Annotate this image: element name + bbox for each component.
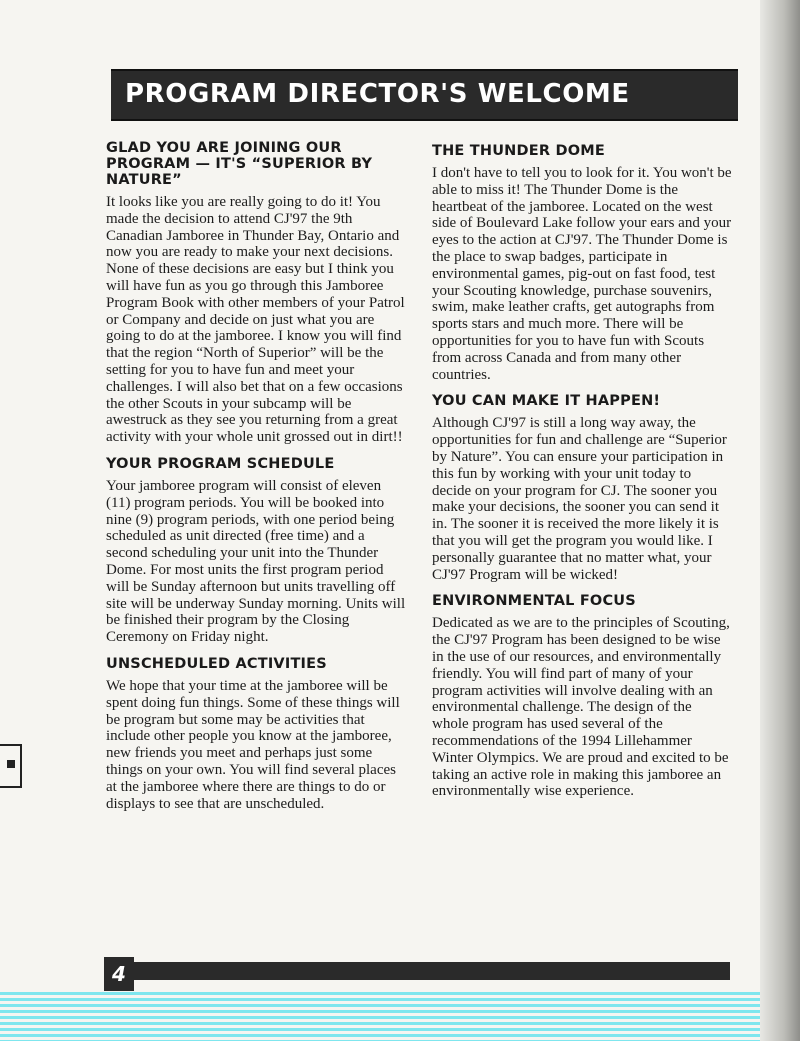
page-title-banner	[111, 69, 738, 121]
section-body: I don't have to tell you to look for it. You won't be able to miss it! The Thunder Dome is the heartbeat of the jamboree. Located on the west side of Boulevard Lake follow your ears and your eyes to the action at CJ'97. The Thunder Dome is the place to swap badges, participate in environmental games, pig-out on fast food, test your Scouting knowledge, purchase souvenirs, swim, make leather crafts, get autographs from sports stars and much more. There will be opportunities for you to have fun with Scouts from across Canada and from many other countries.	[432, 165, 732, 383]
section-body: We hope that your time at the jamboree will be spent doing fun things. Some of these things will be program but some may be activities that include other people you know at the jamboree, new friends you meet and perhaps just some things on your own. You will find several places at the jamboree where there are things to do or displays to see that are unscheduled.	[106, 677, 400, 812]
section-heading: GLAD YOU ARE JOINING OUR PROGRAM — IT'S “SUPERIOR BY NATURE”	[106, 140, 373, 188]
scan-right-shadow	[760, 0, 800, 1041]
section-glad-joining	[106, 140, 406, 446]
section-program-schedule	[106, 456, 406, 646]
section-heading: THE THUNDER DOME	[432, 143, 605, 159]
section-heading: UNSCHEDULED ACTIVITIES	[106, 655, 327, 672]
section-thunder-dome	[432, 143, 732, 383]
section-body: Dedicated as we are to the principles of Scouting, the CJ'97 Program has been designed to be wise in the use of our resources, and environmentally friendly. You will find part of many of your program activities will involve dealing with an environmental challenge. The design of the whole program has used several of the recommendations of the 1994 Lillehammer Winter Olympics. We are proud and excited to be taking an active role in making this jamboree an environmentally wise experience.	[432, 615, 730, 800]
tab-square-icon	[7, 760, 15, 768]
left-column	[106, 140, 406, 822]
page-number: 4	[104, 957, 134, 991]
section-make-it-happen	[432, 393, 732, 583]
section-heading: YOU CAN MAKE IT HAPPEN!	[432, 393, 661, 410]
section-body: It looks like you are really going to do it! You made the decision to attend CJ'97 the 9th Canadian Jamboree in Thunder Bay, Ontario and now you are ready to make your next decisions. None of these decisions are easy but I think you will have fun as you go through this Jamboree Program Book with other members of your Patrol or Company and decide on just what you are going to do at the jamboree. I know you will find that the region “North of Superior” will be the setting for you to have fun and meet your challenges. I will also bet that on a few occasions the other Scouts in your subcamp will be awestruck as they see you returning from a great activity with your whole unit grossed out in dirt!!	[106, 194, 405, 446]
section-heading: YOUR PROGRAM SCHEDULE	[106, 455, 335, 472]
section-body: Your jamboree program will consist of eleven (11) program periods. You will be booked into nine (9) program periods, with one period being scheduled as unit directed (free time) and a second scheduling your unit into the Thunder Dome. For most units the first program period will be Sunday afternoon but units travelling off site will be underway Sunday morning. Units will be finished their program by the Closing Ceremony on Friday night.	[106, 477, 406, 646]
section-body: Although CJ'97 is still a long way away, the opportunities for fun and challenge are “Superior by Nature”. You can ensure your participation in this fun by working with your unit today to decide on your program for CJ. The sooner you make your decisions, the sooner you can send it in. The sooner it is received the more likely it is that you will get the program you would like. I personally guarantee that no matter what, your CJ'97 Program will be wicked!	[432, 415, 727, 583]
right-column	[432, 143, 732, 810]
decorative-stripes	[0, 992, 772, 1041]
section-unscheduled-activities	[106, 656, 406, 812]
binder-tab-marker	[0, 744, 22, 788]
page-title: PROGRAM DIRECTOR'S WELCOME	[125, 79, 630, 109]
section-environmental-focus	[432, 593, 732, 800]
section-heading: ENVIRONMENTAL FOCUS	[432, 593, 636, 610]
footer-bar	[104, 962, 730, 980]
